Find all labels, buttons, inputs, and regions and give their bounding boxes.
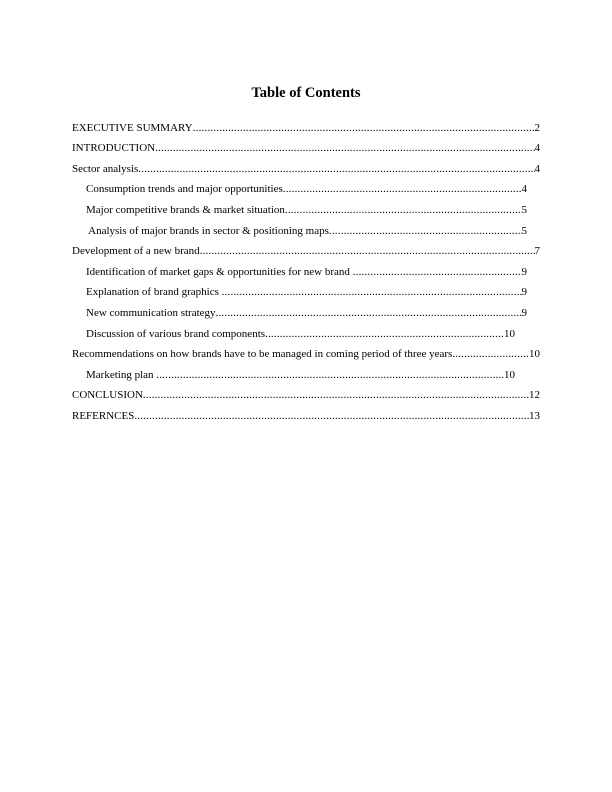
toc-entry-label: INTRODUCTION bbox=[72, 142, 156, 155]
toc-entry[interactable] bbox=[72, 196, 540, 217]
toc-page-number: 7 bbox=[534, 245, 540, 258]
toc-page-number: 12 bbox=[529, 389, 540, 402]
toc-page-number: 4 bbox=[521, 183, 527, 196]
toc-entry-label: REFERNCES bbox=[72, 409, 135, 422]
toc-entry[interactable] bbox=[72, 361, 540, 382]
toc-title: Table of Contents bbox=[251, 85, 361, 101]
toc-dot-leader bbox=[283, 183, 522, 196]
toc-entry[interactable] bbox=[72, 238, 540, 259]
toc-dot-leader bbox=[329, 225, 522, 238]
toc-dot-leader bbox=[156, 369, 504, 382]
toc-page-number: 9 bbox=[521, 286, 527, 299]
toc-dot-leader bbox=[200, 245, 535, 258]
toc-dot-leader bbox=[138, 163, 534, 176]
toc-entry[interactable] bbox=[72, 402, 540, 423]
toc-entry-label: Explanation of brand graphics bbox=[86, 286, 222, 299]
toc-entry[interactable] bbox=[72, 279, 540, 300]
toc-entry-label: Discussion of various brand components bbox=[86, 327, 266, 340]
toc-entry-label: Marketing plan bbox=[86, 368, 157, 381]
toc-dot-leader bbox=[193, 122, 535, 135]
toc-entry-label: Consumption trends and major opportunities bbox=[86, 183, 283, 196]
toc-page-number: 5 bbox=[521, 203, 527, 216]
toc-page-number: 9 bbox=[521, 306, 527, 319]
toc-entry[interactable] bbox=[72, 135, 540, 156]
toc-dot-leader bbox=[143, 389, 529, 402]
toc-dot-leader bbox=[155, 142, 534, 155]
toc-entry[interactable] bbox=[72, 114, 540, 135]
toc-entry[interactable] bbox=[72, 258, 540, 279]
toc-entry-label: Recommendations on how brands have to be managed in coming period of three years bbox=[72, 348, 453, 361]
toc-page-number: 2 bbox=[534, 121, 540, 134]
toc-entry[interactable] bbox=[72, 320, 540, 341]
toc-page-number: 10 bbox=[529, 348, 540, 361]
toc-entry-label: CONCLUSION bbox=[72, 389, 143, 402]
toc-entry-label: New communication strategy bbox=[86, 306, 216, 319]
toc-page-number: 4 bbox=[534, 162, 540, 175]
toc-entry-label: EXECUTIVE SUMMARY bbox=[72, 121, 193, 134]
toc-entry[interactable] bbox=[72, 155, 540, 176]
toc-entry-label: Sector analysis bbox=[72, 162, 139, 175]
toc-entry-label: Analysis of major brands in sector & positioning maps bbox=[86, 224, 329, 237]
toc-entry[interactable] bbox=[72, 341, 540, 362]
toc-entry[interactable] bbox=[72, 382, 540, 403]
toc-entry-label: Identification of market gaps & opportunities for new brand bbox=[86, 265, 353, 278]
toc-dot-leader bbox=[452, 348, 529, 361]
toc-dot-leader bbox=[285, 204, 522, 217]
toc-list bbox=[72, 114, 540, 423]
toc-dot-leader bbox=[265, 328, 504, 341]
toc-dot-leader bbox=[134, 410, 529, 423]
toc-entry[interactable] bbox=[72, 176, 540, 197]
toc-entry-label: Major competitive brands & market situation bbox=[86, 203, 285, 216]
toc-page-number: 10 bbox=[504, 368, 515, 381]
toc-dot-leader bbox=[222, 286, 522, 299]
toc-dot-leader bbox=[216, 307, 522, 320]
toc-page-number: 13 bbox=[529, 409, 540, 422]
toc-page-number: 10 bbox=[504, 327, 515, 340]
toc-page-number: 9 bbox=[521, 265, 527, 278]
toc-entry[interactable] bbox=[72, 299, 540, 320]
toc-dot-leader bbox=[353, 266, 522, 279]
toc-page-number: 4 bbox=[534, 142, 540, 155]
toc-page-number: 5 bbox=[521, 224, 527, 237]
toc-entry[interactable] bbox=[72, 217, 540, 238]
toc-entry-label: Development of a new brand bbox=[72, 245, 200, 258]
